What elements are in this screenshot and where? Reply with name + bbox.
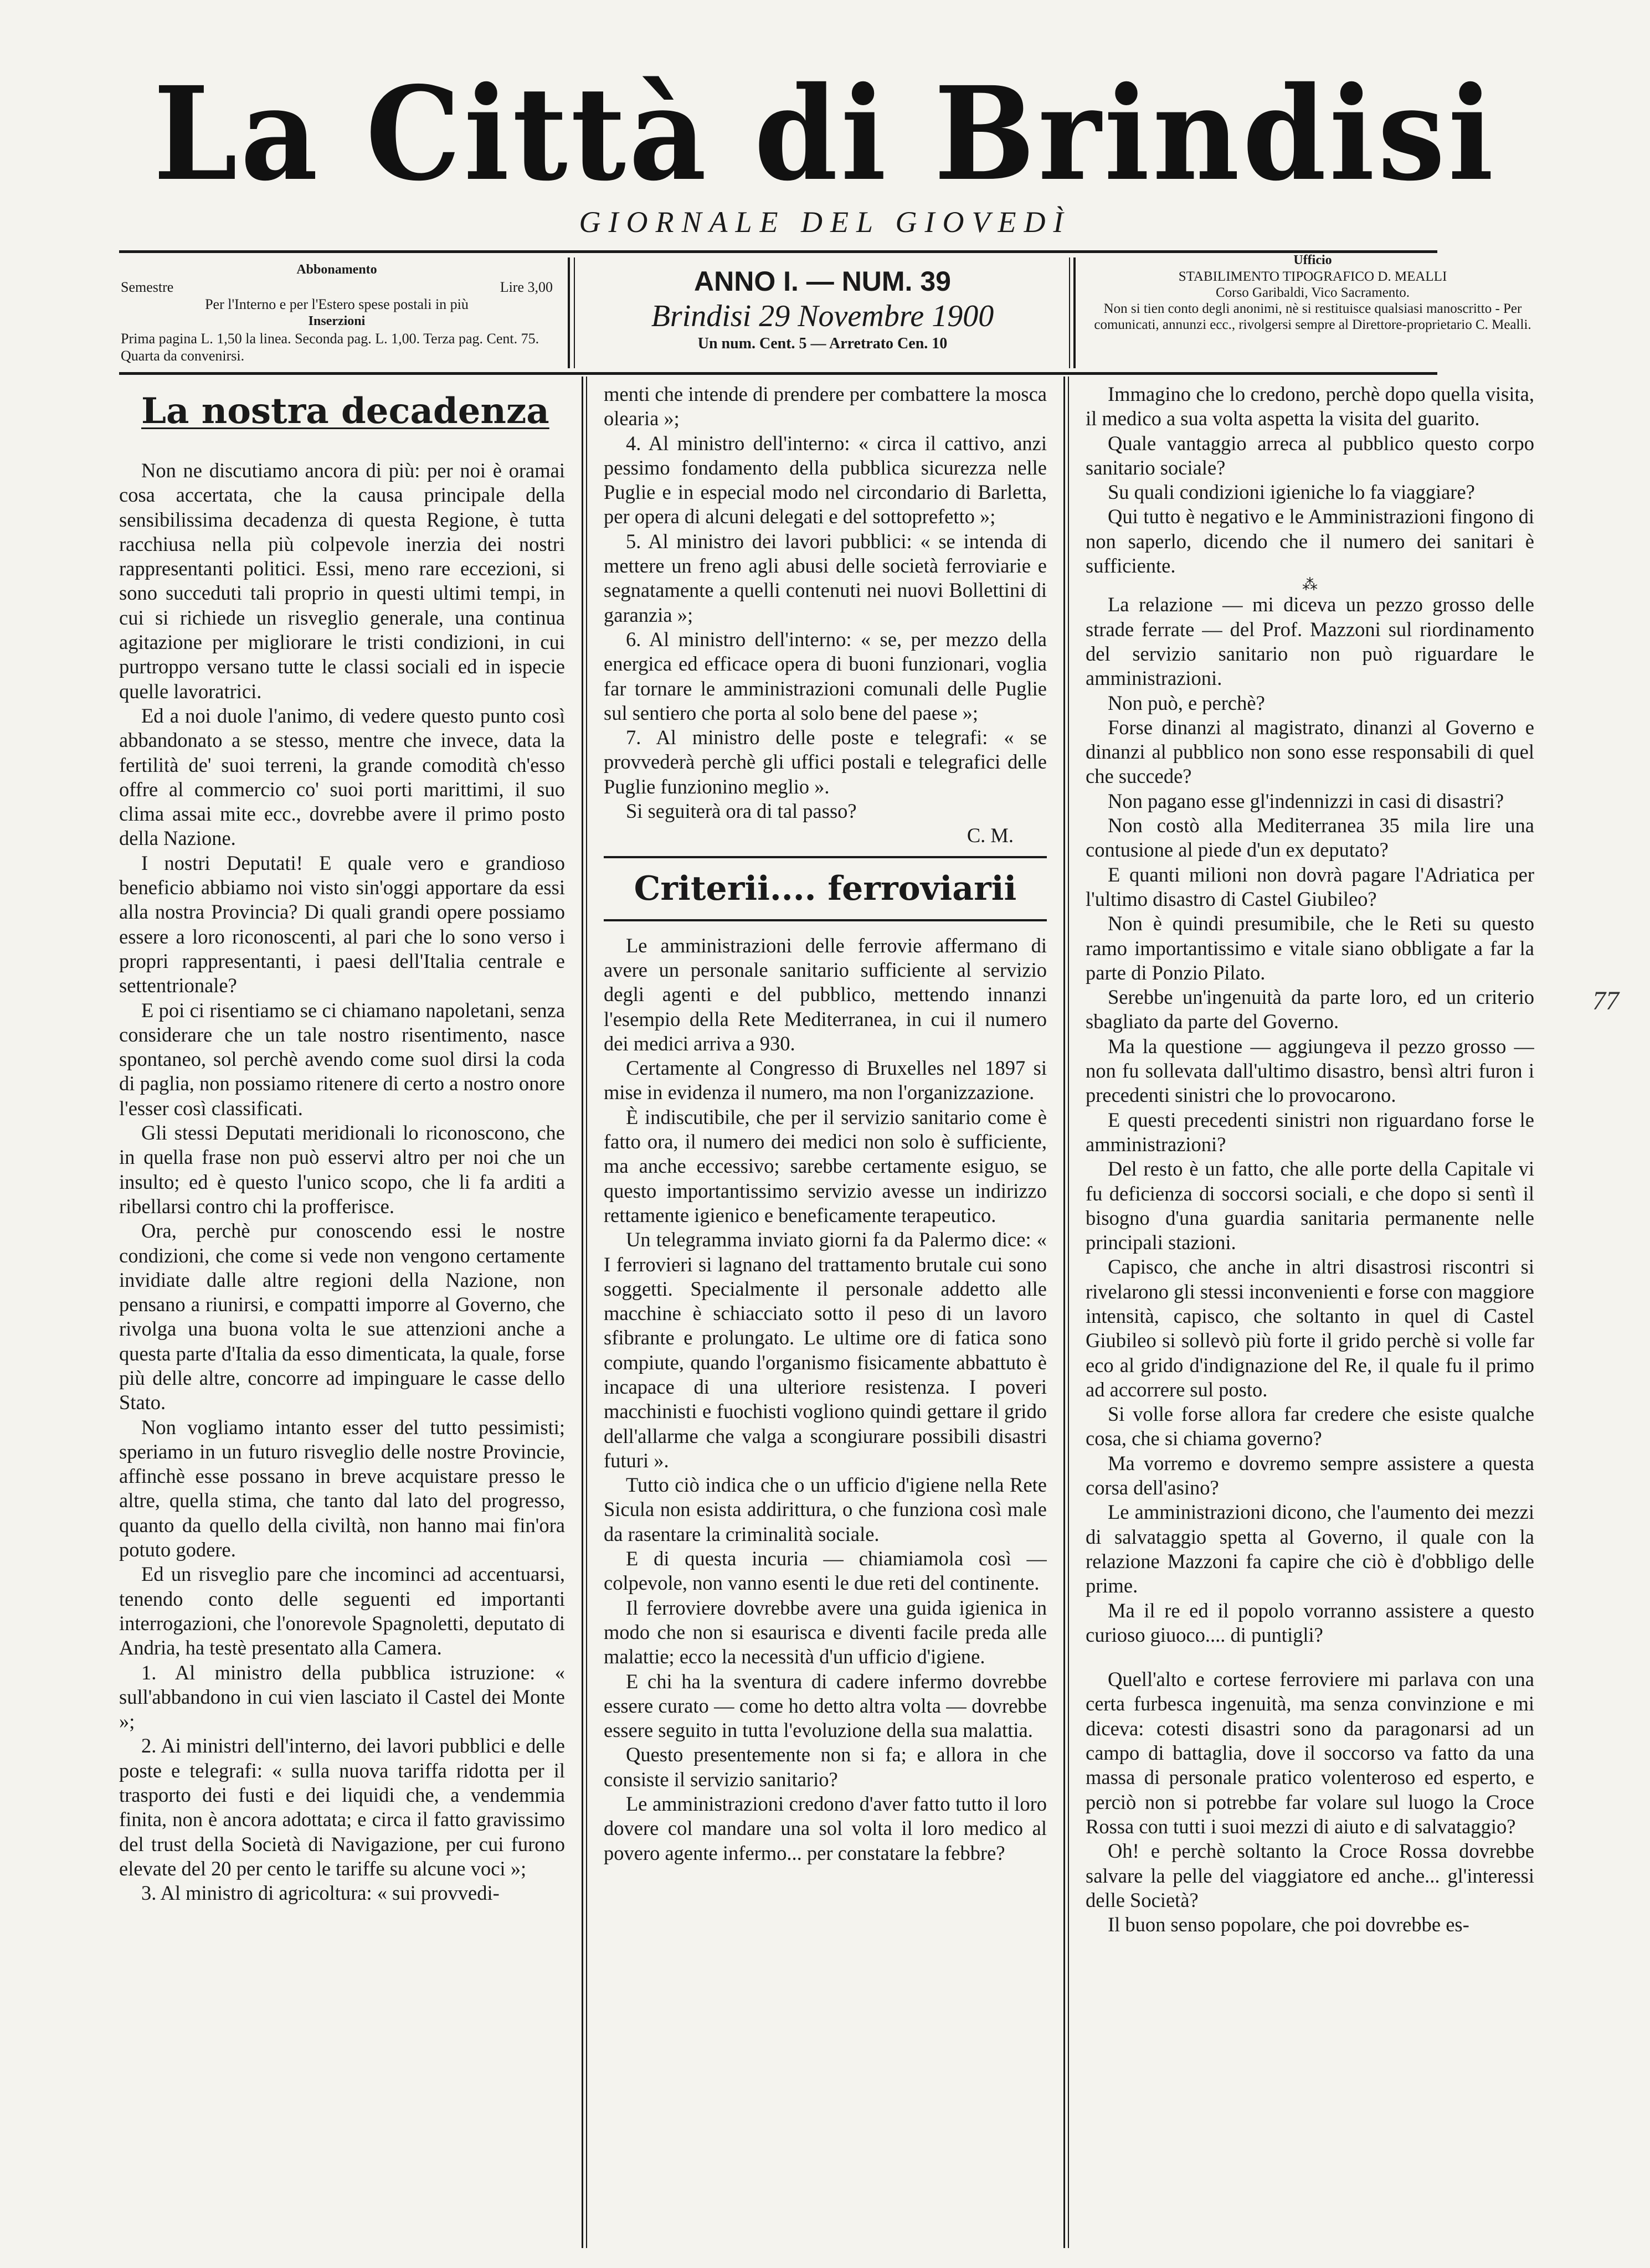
article-title-criterii: Criterii.... ferroviarii xyxy=(604,856,1047,921)
header-divider-left xyxy=(568,257,570,368)
col2-paragraph: 6. Al ministro dell'interno: « se, per mezzo della energica ed efficace opera di buoni funzionari, voglia far tornare le amministrazioni comunali delle Puglie sul sentiero che porta al solo bene del paese »; xyxy=(604,627,1047,724)
col1-paragraph: Non vogliamo intanto esser del tutto pessimisti; speriamo in un futuro risveglio delle nostre Provincie, affinchè esse possano in breve acquistare presso le altre, quella stima, che tanto dal lato del progresso, quanto da quello della civiltà, non hanno mai fin'ora potuto godere. xyxy=(119,1415,565,1561)
col3-paragraph: Qui tutto è negativo e le Amministrazioni fingono di non saperlo, dicendo che il numero dei sanitari è sufficiente. xyxy=(1086,505,1534,578)
ufficio-heading: Ufficio xyxy=(1293,253,1332,267)
section-separator-stars: ⁂ xyxy=(1302,576,1318,594)
col3-paragraph: Non costò alla Mediterranea 35 mila lire una contusione al piede d'un ex deputato? xyxy=(1086,814,1534,862)
col2-paragraph: E di questa incuria — chiamiamola così — colpevole, non vanno esenti le due reti del continente. xyxy=(604,1547,1047,1595)
issue-box xyxy=(582,265,1063,353)
col3-paragraph: Immagino che lo credono, perchè dopo quella visita, il medico a sua volta aspetta la visita del guarito. xyxy=(1086,383,1534,430)
abbonamento-postal-note: Per l'Interno e per l'Estero spese postali in più xyxy=(205,296,469,312)
col2-paragraph: 7. Al ministro delle poste e telegrafi: « se provvederà perchè gli uffici postali e telegrafici delle Puglie funzionino meglio ». xyxy=(604,726,1047,798)
col2-paragraph: menti che intende di prendere per combattere la mosca olearia »; xyxy=(604,383,1047,430)
col2-paragraph: Un telegramma inviato giorni fa da Palermo dice: « I ferrovieri si lagnano del trattamento brutale cui sono soggetti. Specialmente il personale addetto alle macchine è schiacciato sotto il peso di un lavoro sfibrante e prolungato. Le ultime ore di fatica sono compiute, quando l'organismo fisicamente abbattuto è incapace di una ulteriore resistenza. I poveri macchinisti e fuochisti vogliono quindi gettare il grido dell'allarme che valga a scongiurare possibili disastri futuri ». xyxy=(604,1228,1047,1472)
article-signature: C. M. xyxy=(967,824,1014,847)
column-rule-2b xyxy=(1068,377,1069,2248)
col3-paragraph: Serebbe un'ingenuità da parte loro, ed un criterio sbagliato da parte del Governo. xyxy=(1086,986,1534,1033)
ufficio-notice: Non si tien conto degli anonimi, nè si restituisce qualsiasi manoscritto - Per comunicati, annunzi ecc., rivolgersi sempre al Direttore-proprietario C. Mealli. xyxy=(1094,301,1531,332)
col1-paragraph: Ora, perchè pur conoscendo essi le nostre condizioni, che come si vede non vengono certamente invidiate dalle altre regioni della Nazione, non pensano a riunirsi, e compatti imporre al Governo, che rivolga una buona volta le sue attenzioni anche a questa parte d'Italia da esso dimenticata, la quale, forse più delle altre, concorre ad impinguare le casse dello Stato. xyxy=(119,1219,565,1414)
abbonamento-semestre-label: Semestre xyxy=(121,279,174,295)
col1-paragraph: 1. Al ministro della pubblica istruzione: « sull'abbandono in cui vien lasciato il Castel dei Monte »; xyxy=(119,1661,565,1733)
col3-paragraph: Quale vantaggio arreca al pubblico questo corpo sanitario sociale? xyxy=(1086,431,1534,479)
col2-paragraph: E chi ha la sventura di cadere infermo dovrebbe essere curato — come ho detto altra volta — dovrebbe essere seguito in tutta l'evoluzione della sua malattia. xyxy=(604,1669,1047,1742)
col1-paragraph: 3. Al ministro di agricoltura: « sui provvedi- xyxy=(141,1882,500,1905)
article-title-decadenza: La nostra decadenza xyxy=(141,390,549,432)
article-column-3 xyxy=(1086,382,1534,2251)
col3-paragraph: E quanti milioni non dovrà pagare l'Adriatica per l'ultimo disastro di Castel Giubileo? xyxy=(1086,863,1534,910)
article-column-1 xyxy=(119,382,565,2251)
col3-paragraph: Ma vorremo e dovremo sempre assistere a questa corsa dell'asino? xyxy=(1086,1451,1534,1499)
col3-paragraph: Del resto è un fatto, che alle porte della Capitale vi fu deficienza di soccorsi sociali, e che dopo si sentì il bisogno d'una guardia sanitaria permanente nelle principali stazioni. xyxy=(1086,1157,1534,1254)
col2-paragraph: 4. Al ministro dell'interno: « circa il cattivo, anzi pessimo fondamento della pubblica sicurezza nelle Puglie e in especial modo nel circondario di Barletta, per opera di alcuni delegati e del sottoprefetto »; xyxy=(604,431,1047,528)
col2-paragraph: Si seguiterà ora di tal passo? xyxy=(626,800,857,823)
newspaper-subtitle: GIORNALE DEL GIOVEDÌ xyxy=(579,205,1071,239)
inserzioni-text: Prima pagina L. 1,50 la linea. Seconda pag. L. 1,00. Terza pag. Cent. 75. Quarta da convenirsi. xyxy=(121,331,539,364)
inserzioni-heading: Inserzioni xyxy=(308,314,366,328)
col3-paragraph: E questi precedenti sinistri non riguardano forse le amministrazioni? xyxy=(1086,1108,1534,1156)
col3-paragraph: Forse dinanzi al magistrato, dinanzi al Governo e dinanzi al pubblico non sono esse responsabili di quel che succede? xyxy=(1086,715,1534,788)
col2-paragraph: Certamente al Congresso di Bruxelles nel 1897 si mise in evidenza il numero, ma non l'organizzazione. xyxy=(604,1056,1047,1104)
issue-date: Brindisi 29 Novembre 1900 xyxy=(651,299,994,333)
col1-paragraph: E poi ci risentiamo se ci chiamano napoletani, senza considerare che un tale nostro risentimento, nasce spontaneo, sol perchè avendo come suol dirsi la coda di paglia, non possiamo ritenere di certo a nostro onore l'esser così classificati. xyxy=(119,998,565,1120)
header-bottom-rule xyxy=(119,372,1437,375)
ufficio-address: Corso Garibaldi, Vico Sacramento. xyxy=(1215,285,1410,300)
col3-paragraph: Si volle forse allora far credere che esiste qualche cosa, che si chiama governo? xyxy=(1086,1403,1534,1450)
col2-paragraph: Tutto ciò indica che o un ufficio d'igiene nella Rete Sicula non esista addirittura, o che funziona così male da rasentare la criminalità sociale. xyxy=(604,1473,1047,1545)
ufficio-stabilimento: STABILIMENTO TIPOGRAFICO D. MEALLI xyxy=(1178,269,1447,284)
issue-price: Un num. Cent. 5 — Arretrato Cen. 10 xyxy=(697,335,948,352)
col3-paragraph: Il buon senso popolare, che poi dovrebbe es- xyxy=(1108,1913,1469,1936)
col3-paragraph: Oh! e perchè soltanto la Croce Rossa dovrebbe salvare la pelle del viaggiatore ed anche... gl'interessi delle Società? xyxy=(1086,1839,1534,1911)
column-rule-1b xyxy=(586,377,587,2248)
ufficio-box xyxy=(1086,252,1540,333)
col2-paragraph: Il ferroviere dovrebbe avere una guida igienica in modo che non si esaurisca e diventi facile preda alle malattie; ecco la necessità d'un ufficio d'igiene. xyxy=(604,1596,1047,1668)
col3-paragraph: Capisco, che anche in altri disastrosi riscontri si rivelarono gli stessi inconvenienti e forse con maggiore intensità, capisco, che soltanto in quel di Castel Giubileo si sollevò più forte il grido perchè si volle far eco al grido d'indignazione del Re, il quale fu il primo ad accorrere sul posto. xyxy=(1086,1255,1534,1401)
col2-paragraph: Le amministrazioni credono d'aver fatto tutto il loro dovere col mandare una sol volta il loro medico al povero agente infermo... per constatare la febbre? xyxy=(604,1792,1047,1864)
col1-paragraph: Gli stessi Deputati meridionali lo riconoscono, che in quella frase non può esservi altro per noi che un insulto; ed è questo l'unico scopo, che li fa arditi a ribellarsi contro chi la profferisce. xyxy=(119,1121,565,1218)
issue-number: ANNO I. — NUM. 39 xyxy=(694,266,951,297)
column-rule-1 xyxy=(582,377,583,2248)
abbonamento-semestre-row xyxy=(121,279,553,296)
abbonamento-box xyxy=(121,261,553,364)
article-column-2 xyxy=(604,382,1047,2251)
abbonamento-heading: Abbonamento xyxy=(296,262,377,277)
newspaper-title: La Città di Brindisi xyxy=(153,58,1497,209)
header-divider-right-2 xyxy=(1073,257,1076,368)
col2-paragraph: 5. Al ministro dei lavori pubblici: « se intenda di mettere un freno agli abusi delle società ferroviarie e segnatamente a quelli contenuti nei nuovi Bollettini di garanzia »; xyxy=(604,529,1047,626)
abbonamento-semestre-price: Lire 3,00 xyxy=(500,279,553,295)
header-divider-left-2 xyxy=(574,257,575,368)
handwritten-page-number: 77 xyxy=(1592,986,1619,1016)
col3-paragraph: Non è quindi presumibile, che le Reti su questo ramo importantissimo e vitale siano obbligate a far la parte di Ponzio Pilato. xyxy=(1086,912,1534,984)
col2-paragraph: Le amministrazioni delle ferrovie affermano di avere un personale sanitario sufficiente al servizio degli agenti e del pubblico, mettendo innanzi l'esempio della Rete Mediterranea, in cui il numero dei medici arriva a 930. xyxy=(604,934,1047,1055)
header-divider-right xyxy=(1069,257,1070,368)
col3-paragraph: Non pagano esse gl'indennizzi in casi di disastri? xyxy=(1108,789,1504,812)
col3-paragraph: Su quali condizioni igieniche lo fa viaggiare? xyxy=(1108,481,1475,504)
col1-paragraph: Ed a noi duole l'animo, di vedere questo punto così abbandonato a se stesso, mentre che invece, data la fertilità de' suoi terreni, la grande comodità ch'esso offre al commercio co' suoi porti marittimi, il suo clima assai mite ecc., dovrebbe avere il primo posto della Nazione. xyxy=(119,704,565,850)
col1-paragraph: I nostri Deputati! E quale vero e grandioso beneficio abbiamo noi visto sin'oggi apportare da essi alla nostra Provincia? Di quali grandi opere possiamo essere a loro riconoscenti, al pari che lo sono verso i propri rappresentanti, i paesi dell'Italia centrale e settentrionale? xyxy=(119,851,565,997)
col2-paragraph: Questo presentemente non si fa; e allora in che consiste il servizio sanitario? xyxy=(604,1743,1047,1791)
col1-paragraph: Non ne discutiamo ancora di più: per noi è oramai cosa accertata, che la causa principale della sensibilissima decadenza di questa Regione, è tutta racchiusa nella più colpevole inerzia dei nostri rappresentanti politici. Essi, meno rare eccezioni, si sono succeduti tali proprio in questi ultimi tempi, in cui si richiede un risveglio generale, una continua agitazione per migliorare le tristi condizioni, in cui purtroppo versano tutte le classi sociali ed in ispecie quelle lavoratrici. xyxy=(119,459,565,703)
col3-paragraph: La relazione — mi diceva un pezzo grosso delle strade ferrate — del Prof. Mazzoni sul riordinamento del servizio sanitario non può riguardare le amministrazioni. xyxy=(1086,593,1534,690)
col1-paragraph: 2. Ai ministri dell'interno, dei lavori pubblici e delle poste e telegrafi: « sulla nuova tariffa ridotta per il trasporto dei fusti e dei liquidi che, a vendemmia finita, non è ancora adottata; e circa il fatto gravissimo del trust della Società di Navigazione, per cui furono elevate del 20 per cento le tariffe su alcune voci »; xyxy=(119,1734,565,1880)
col3-paragraph: Ma il re ed il popolo vorranno assistere a questo curioso giuoco.... di puntigli? xyxy=(1086,1599,1534,1646)
col3-paragraph: Le amministrazioni dicono, che l'aumento dei mezzi di salvataggio spetta al Governo, il quale con la relazione Mazzoni fa capire che ciò è d'obbligo delle prime. xyxy=(1086,1501,1534,1597)
col3-paragraph: Ma la questione — aggiungeva il pezzo grosso — non fu sollevata dall'ultimo disastro, bensì altri furon i precedenti sinistri che lo provocarono. xyxy=(1086,1034,1534,1107)
col3-paragraph: Quell'alto e cortese ferroviere mi parlava con una certa furbesca ingenuità, ma senza convinzione e mi diceva: cotesti disastri sono da paragonarsi ad un campo di battaglia, dove il soccorso va fatto da una massa di personale pratico volenteroso ed esperto, e perciò non si potrebbe far volare sul luogo la Croce Rossa con tutti i suoi mezzi di aiuto e di salvataggio? xyxy=(1086,1668,1534,1838)
col2-paragraph: È indiscutibile, che per il servizio sanitario come è fatto ora, il numero dei medici non solo è sufficiente, ma anche eccessivo; sarebbe certamente esiguo, se questo importantissimo servizio avesse un indirizzo rettamente igienico e beneficamente terapeutico. xyxy=(604,1105,1047,1226)
column-rule-2 xyxy=(1063,377,1065,2248)
col1-paragraph: Ed un risveglio pare che incominci ad accentuarsi, tenendo conto delle seguenti ed importanti interrogazioni, che l'onorevole Spagnoletti, deputato di Andria, ha testè presentato alla Camera. xyxy=(119,1563,565,1659)
col3-paragraph: Non può, e perchè? xyxy=(1108,691,1265,714)
